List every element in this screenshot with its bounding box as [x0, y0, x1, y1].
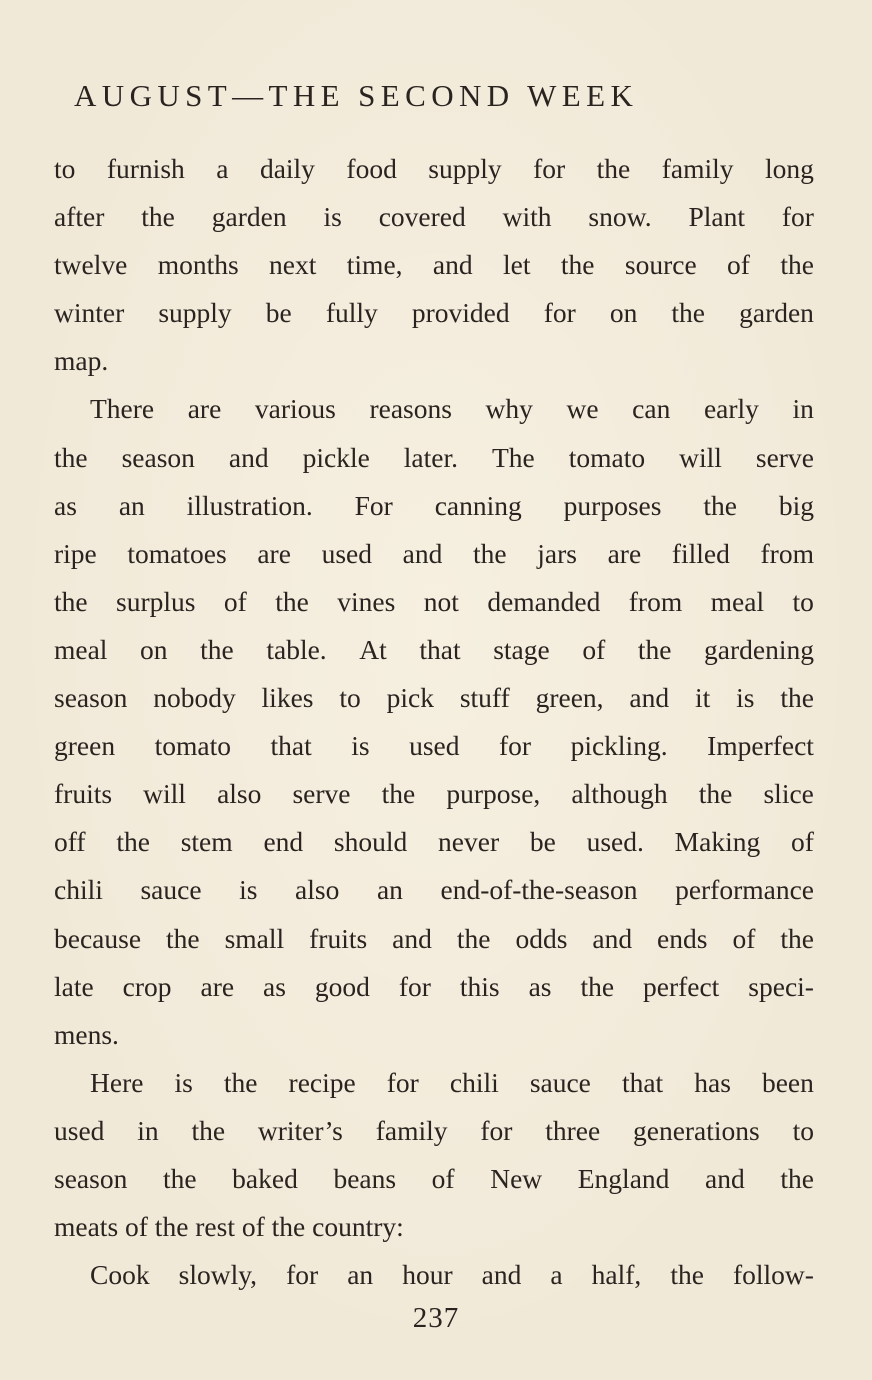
- word: also: [217, 778, 262, 810]
- word: perfect: [643, 970, 720, 1002]
- word: demanded: [487, 585, 601, 617]
- word: the: [381, 778, 416, 810]
- running-head: AUGUST—THE SECOND WEEK: [74, 78, 639, 113]
- word: family: [375, 1114, 448, 1146]
- text-line: [54, 289, 814, 337]
- word: never: [438, 826, 500, 858]
- word: filled: [671, 537, 730, 569]
- page-number: 237: [412, 1302, 460, 1334]
- word: the: [162, 1162, 197, 1194]
- word: big: [778, 489, 814, 521]
- word: green,: [535, 682, 604, 714]
- word: end: [263, 826, 304, 858]
- word: the: [596, 153, 631, 184]
- word: after: [54, 201, 105, 233]
- text-line: [54, 385, 814, 433]
- word: used: [54, 1114, 105, 1146]
- word: slowly,: [178, 1259, 258, 1291]
- word: and: [432, 249, 473, 281]
- word: nobody: [153, 682, 236, 714]
- text-line: mens.: [54, 1018, 119, 1050]
- text-line: [54, 1155, 814, 1203]
- word: the: [560, 249, 595, 281]
- word: garden: [739, 297, 814, 329]
- word: pickling.: [570, 730, 668, 762]
- word: winter: [54, 297, 125, 329]
- word: meal: [54, 633, 108, 665]
- word: of: [431, 1162, 455, 1194]
- word: from: [760, 537, 814, 569]
- word: of: [791, 826, 814, 858]
- word: the: [275, 585, 309, 617]
- word: of: [727, 249, 750, 281]
- word: in: [792, 393, 814, 425]
- word: will: [143, 778, 186, 810]
- word: the: [200, 633, 234, 665]
- word: tomatoes: [127, 537, 227, 569]
- word: food: [346, 153, 397, 184]
- word: chili: [449, 1066, 499, 1098]
- word: long: [765, 153, 814, 184]
- text-line: meats of the rest of the country:: [54, 1211, 404, 1243]
- word: covered: [378, 201, 466, 233]
- word: is: [351, 730, 370, 762]
- text-line: [54, 770, 814, 818]
- word: for: [781, 201, 814, 233]
- word: Making: [674, 826, 761, 858]
- word: that: [270, 730, 312, 762]
- word: purpose,: [446, 778, 541, 810]
- word: fruits: [309, 922, 368, 954]
- word: and: [592, 922, 633, 954]
- word: crop: [122, 970, 172, 1002]
- word: the: [141, 201, 175, 233]
- word: the: [703, 489, 737, 521]
- word: end-of-the-season: [440, 874, 638, 906]
- word: pick: [386, 682, 434, 714]
- word: sauce: [529, 1066, 591, 1098]
- word: the: [780, 682, 814, 714]
- text-line: [54, 1251, 814, 1299]
- word: recipe: [288, 1066, 356, 1098]
- word: be: [529, 826, 556, 858]
- word: to: [792, 1114, 814, 1146]
- text-line: [54, 434, 814, 482]
- word: on: [140, 633, 168, 665]
- word: this: [459, 970, 500, 1002]
- word: of: [732, 922, 756, 954]
- word: half,: [591, 1259, 642, 1291]
- word: with: [502, 201, 552, 233]
- word: likes: [261, 682, 314, 714]
- word: to: [339, 682, 361, 714]
- word: the: [671, 297, 706, 329]
- word: follow-: [732, 1259, 814, 1291]
- word: performance: [675, 874, 814, 906]
- word: jars: [537, 537, 577, 569]
- word: an: [347, 1259, 374, 1291]
- word: later.: [403, 441, 459, 473]
- word: for: [480, 1114, 513, 1146]
- word: as: [263, 970, 286, 1002]
- body-text: [54, 145, 814, 1299]
- word: family: [661, 153, 734, 184]
- word: tomato: [568, 441, 646, 473]
- word: for: [398, 970, 431, 1002]
- word: an: [118, 489, 145, 521]
- word: been: [761, 1066, 814, 1098]
- word: for: [286, 1259, 319, 1291]
- word: and: [402, 537, 443, 569]
- word: and: [481, 1259, 522, 1291]
- text-line: [54, 193, 814, 241]
- word: has: [694, 1066, 731, 1098]
- word: is: [736, 682, 755, 714]
- word: canning: [434, 489, 522, 521]
- word: will: [679, 441, 722, 473]
- word: ends: [657, 922, 708, 954]
- word: are: [607, 537, 642, 569]
- word: green: [54, 730, 116, 762]
- word: that: [621, 1066, 664, 1098]
- word: let: [503, 249, 531, 281]
- text-line: [54, 241, 814, 289]
- word: There: [90, 393, 155, 425]
- word: the: [698, 778, 733, 810]
- word: Imperfect: [707, 730, 814, 762]
- word: and: [629, 682, 670, 714]
- word: the: [472, 537, 507, 569]
- word: we: [566, 393, 599, 425]
- word: the: [780, 249, 814, 281]
- text-line: [54, 818, 814, 866]
- word: for: [533, 153, 566, 184]
- word: ripe: [54, 537, 97, 569]
- word: three: [545, 1114, 601, 1146]
- word: gardening: [704, 633, 814, 665]
- word: a: [216, 153, 229, 184]
- word: and: [705, 1162, 745, 1194]
- word: a: [550, 1259, 563, 1291]
- word: snow.: [588, 201, 652, 233]
- word: stem: [180, 826, 233, 858]
- word: the: [780, 922, 814, 954]
- word: from: [628, 585, 683, 617]
- word: be: [265, 297, 292, 329]
- text-line: [54, 530, 814, 578]
- word: is: [323, 201, 342, 233]
- word: stuff: [459, 682, 510, 714]
- word: the: [580, 970, 615, 1002]
- word: of: [223, 585, 247, 617]
- word: and: [392, 922, 432, 954]
- word: The: [492, 441, 535, 473]
- word: can: [632, 393, 671, 425]
- word: are: [187, 393, 222, 425]
- word: speci-: [748, 970, 814, 1002]
- word: daily: [259, 153, 315, 184]
- word: the: [54, 585, 88, 617]
- word: various: [254, 393, 336, 425]
- text-line: [54, 963, 814, 1011]
- word: as: [528, 970, 552, 1002]
- word: time,: [346, 249, 403, 281]
- word: supply: [428, 153, 502, 184]
- text-line: [54, 866, 814, 914]
- word: sauce: [140, 874, 202, 906]
- word: fruits: [54, 778, 113, 810]
- word: for: [386, 1066, 419, 1098]
- word: is: [174, 1066, 193, 1098]
- word: not: [423, 585, 459, 617]
- word: also: [295, 874, 340, 906]
- word: meal: [710, 585, 765, 617]
- word: small: [224, 922, 285, 954]
- word: provided: [411, 297, 510, 329]
- text-line: map.: [54, 345, 109, 377]
- word: for: [543, 297, 576, 329]
- word: is: [239, 874, 258, 906]
- word: New: [490, 1162, 543, 1194]
- word: are: [257, 537, 291, 569]
- word: supply: [158, 297, 232, 329]
- word: slice: [763, 778, 814, 810]
- word: that: [419, 633, 461, 665]
- word: the: [670, 1259, 704, 1291]
- word: late: [54, 970, 94, 1002]
- word: season: [121, 441, 195, 473]
- text-line: [54, 674, 814, 722]
- text-line: [54, 915, 814, 963]
- word: hour: [402, 1259, 453, 1291]
- word: used: [321, 537, 372, 569]
- word: the: [456, 922, 491, 954]
- text-line: [54, 482, 814, 530]
- word: for: [498, 730, 532, 762]
- word: used: [409, 730, 460, 762]
- word: reasons: [369, 393, 452, 425]
- word: although: [571, 778, 668, 810]
- word: vines: [337, 585, 396, 617]
- word: writer’s: [257, 1114, 343, 1146]
- word: because: [54, 922, 142, 954]
- word: the: [166, 922, 200, 954]
- word: England: [577, 1162, 670, 1194]
- word: Plant: [688, 201, 745, 233]
- word: serve: [755, 441, 814, 473]
- word: odds: [515, 922, 568, 954]
- word: generations: [632, 1114, 760, 1146]
- word: the: [780, 1162, 814, 1194]
- word: are: [200, 970, 235, 1002]
- word: surplus: [116, 585, 196, 617]
- word: season: [54, 682, 128, 714]
- word: an: [376, 874, 403, 906]
- word: to: [54, 153, 76, 184]
- word: source: [624, 249, 697, 281]
- word: and: [228, 441, 269, 473]
- word: illustration.: [186, 489, 313, 521]
- word: good: [314, 970, 370, 1002]
- word: early: [703, 393, 759, 425]
- word: beans: [333, 1162, 397, 1194]
- word: baked: [232, 1162, 298, 1194]
- word: purposes: [563, 489, 662, 521]
- word: the: [191, 1114, 226, 1146]
- word: At: [359, 633, 387, 665]
- word: the: [637, 633, 672, 665]
- word: on: [609, 297, 638, 329]
- text-line: [54, 578, 814, 626]
- word: fully: [325, 297, 378, 329]
- text-line: [54, 626, 814, 674]
- word: months: [157, 249, 239, 281]
- text-line: [54, 1059, 814, 1107]
- text-line: [54, 145, 814, 193]
- word: Cook: [90, 1259, 150, 1291]
- text-line: [54, 1107, 814, 1155]
- word: why: [485, 393, 533, 425]
- word: in: [137, 1114, 159, 1146]
- word: furnish: [106, 153, 185, 184]
- word: pickle: [302, 441, 370, 473]
- word: next: [269, 249, 317, 281]
- word: stage: [493, 633, 550, 665]
- word: to: [792, 585, 814, 617]
- word: season: [54, 1162, 128, 1194]
- word: of: [582, 633, 606, 665]
- text-line: [54, 722, 814, 770]
- word: it: [695, 682, 711, 714]
- word: used.: [586, 826, 644, 858]
- word: the: [116, 826, 150, 858]
- word: should: [333, 826, 408, 858]
- word: serve: [292, 778, 351, 810]
- word: chili: [54, 874, 103, 906]
- word: Here: [90, 1066, 144, 1098]
- word: table.: [266, 633, 327, 665]
- word: tomato: [154, 730, 231, 762]
- word: twelve: [54, 249, 128, 281]
- word: garden: [211, 201, 287, 233]
- word: For: [354, 489, 393, 521]
- word: as: [54, 489, 77, 521]
- word: off: [54, 826, 86, 858]
- word: the: [223, 1066, 258, 1098]
- word: the: [54, 441, 88, 473]
